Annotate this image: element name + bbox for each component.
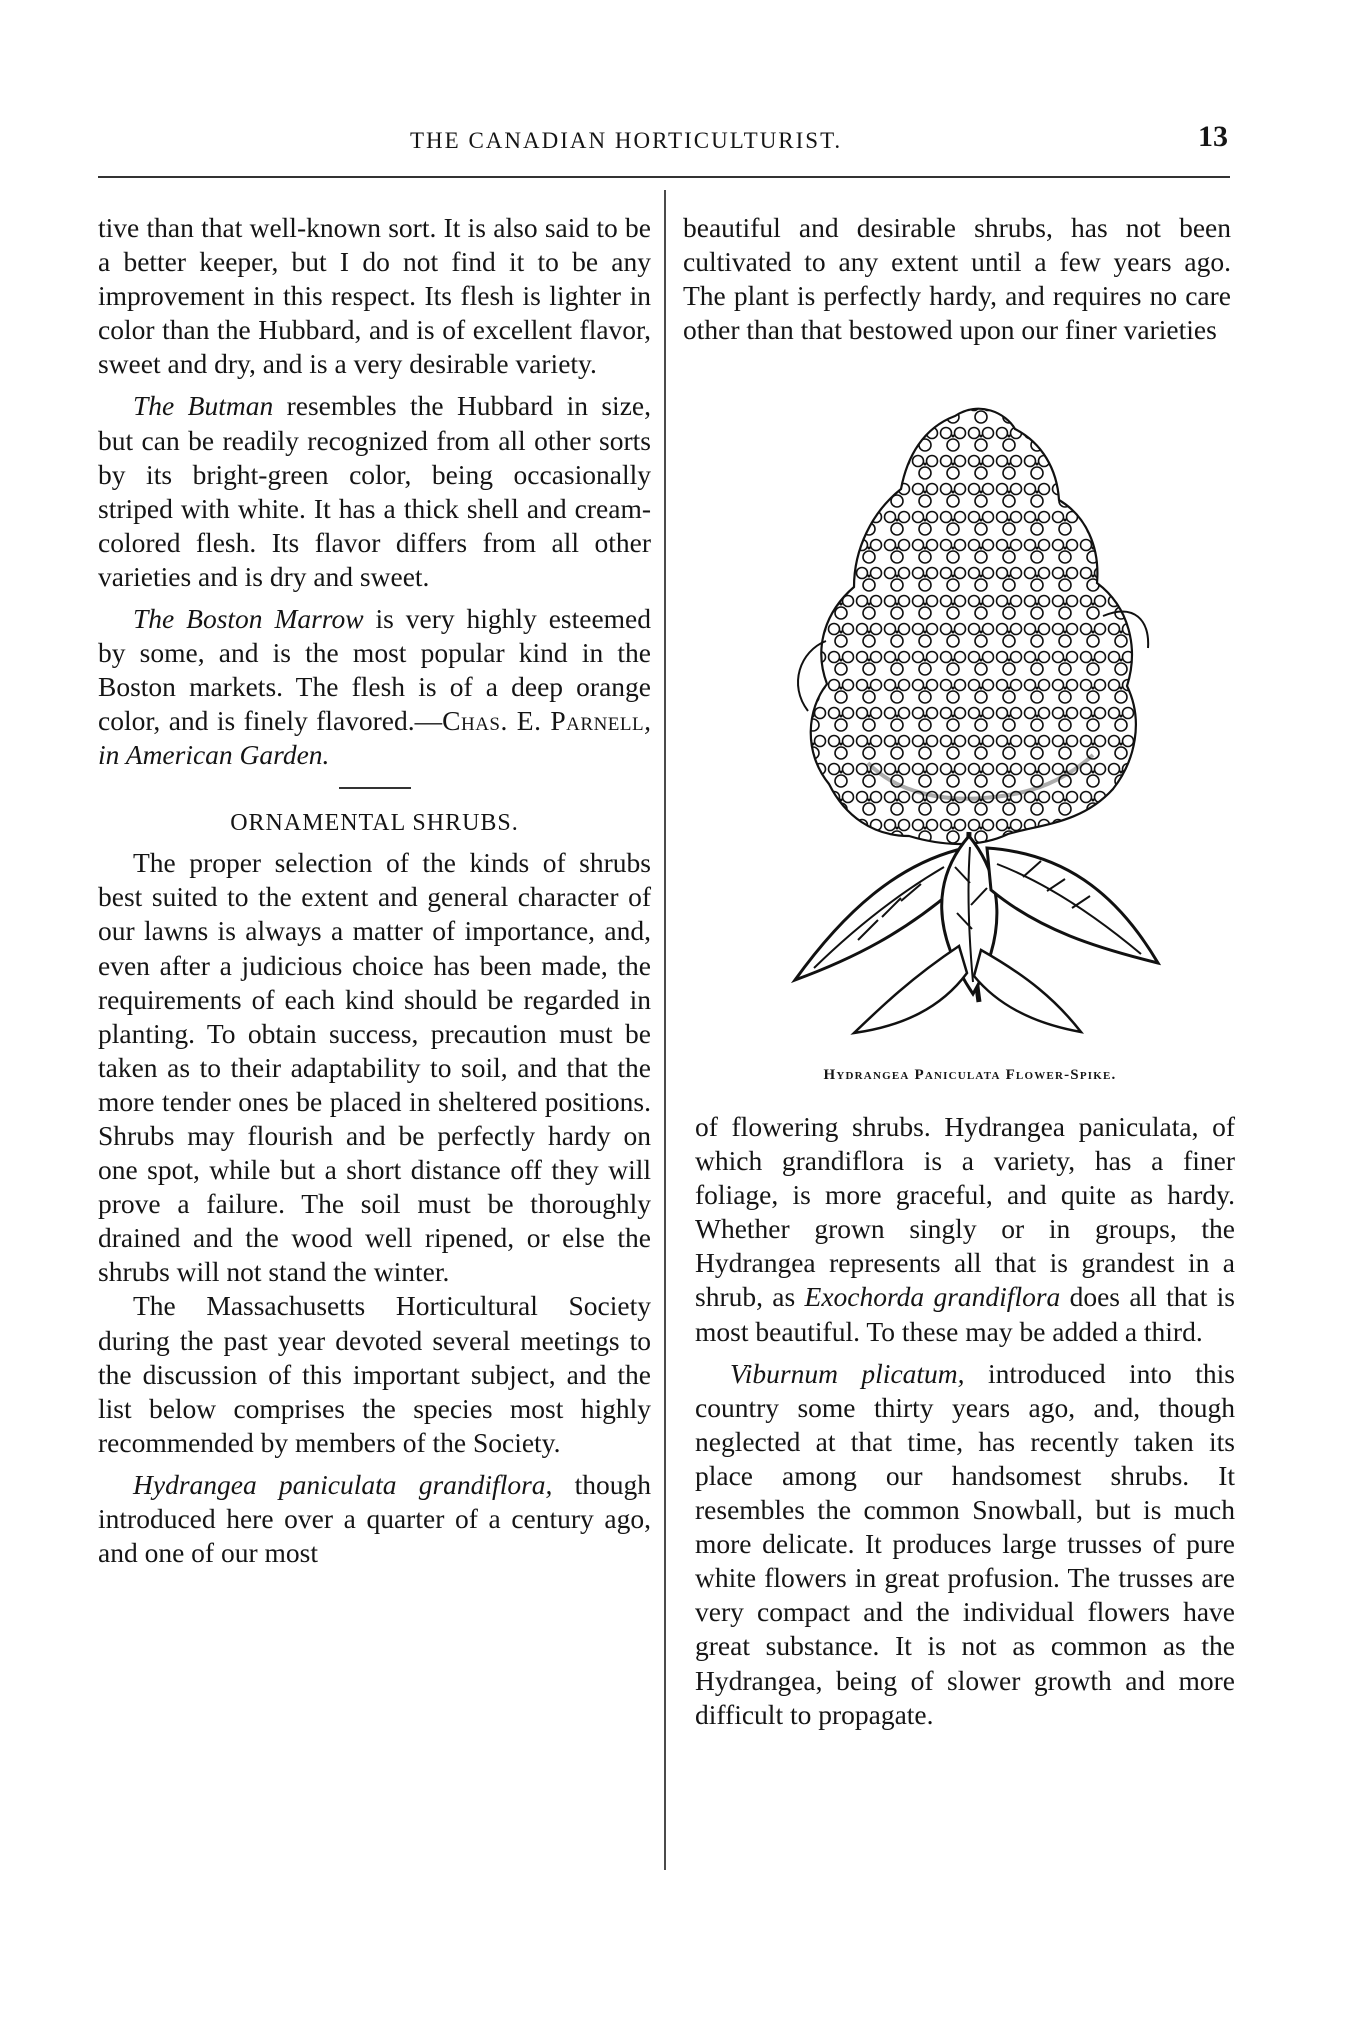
- viburnum-paragraph: [695, 1357, 1235, 1732]
- boston-marrow-text: is very highly esteemed by some, and is the most popular kind in the Boston markets. The flesh is of a deep orange color, and is finely flavored.—: [98, 603, 652, 737]
- running-title: THE CANADIAN HORTICULTURIST.: [410, 128, 843, 153]
- header-rule: [98, 176, 1230, 178]
- page-header: [98, 120, 1230, 164]
- butman-paragraph: [98, 389, 651, 594]
- massachusetts-society-paragraph: The Massachusetts Horticultural Society during the past year devoted several meetings to the discussion of this important subject, and the list below comprises the species most highly recommended by members of the Society.: [98, 1290, 651, 1458]
- section-divider: [339, 787, 411, 789]
- right-text-b: does all that is most beautiful. To these may be added a third.: [695, 1281, 1235, 1347]
- page-number: 13: [1198, 120, 1228, 153]
- left-paragraph-1: tive than that well-known sort. It is also said to be a better keeper, but I do not find it to be any improvement in this respect. Its flesh is lighter in color than the Hubbard, and is of excellent flavor, sweet and dry, and is a very desirable variety.: [98, 212, 651, 380]
- section-title: ORNAMENTAL SHRUBS.: [230, 809, 519, 836]
- hydrangea-illustration: [743, 398, 1197, 1083]
- hydrangea-engraving: [743, 398, 1197, 1038]
- left-leaf: [795, 850, 957, 980]
- viburnum-title: Viburnum plicatum,: [730, 1357, 965, 1389]
- author-signature: Chas. E. Parnell: [442, 705, 645, 737]
- flower-cluster: [811, 409, 1136, 844]
- paragraph-gap: [98, 594, 651, 602]
- boston-marrow-title: The Boston Marrow: [133, 603, 364, 635]
- paragraph-gap: [98, 1460, 651, 1468]
- right-column-top: [683, 211, 1231, 347]
- column-divider: [664, 190, 666, 1870]
- right-text-a: of flowering shrubs. Hydrangea paniculata, of which grandiflora is a variety, has a finer foliage, is more graceful, and quite as hardy. Whether grown singly or in groups, the Hydrangea represents all that is grandest in a shrub, as: [695, 1111, 1235, 1313]
- shrubs-selection-paragraph: The proper selection of the kinds of shrubs best suited to the extent and general character of our lawns is always a matter of importance, and, even after a judicious choice has been made, the requirements of each kind should be regarded in planting. To obtain success, precaution must be taken as to their adaptability to soil, and that the more tender ones be placed in sheltered positions. Shrubs may flourish and be perfectly hardy on one spot, while but a short distance off they will prove a failure. The soil must be thoroughly drained and the wood well ripened, or else the shrubs will not stand the winter.: [98, 847, 651, 1288]
- lower-leaf-right: [974, 950, 1081, 1032]
- leaf-group: [795, 832, 1158, 1033]
- butman-title: The Butman: [133, 390, 274, 422]
- boston-marrow-paragraph: [98, 602, 651, 772]
- paragraph-gap: [695, 1349, 1235, 1357]
- right-hydrangea-continuation: [695, 1110, 1235, 1349]
- figure-caption: Hydrangea Paniculata Flower-Spike.: [823, 1067, 1117, 1083]
- paragraph-gap: [98, 381, 651, 389]
- viburnum-text: introduced into this country some thirty years ago, and, though neglected at that time, has recently taken its place among our handsomest shrubs. It resembles the common Snowball, but is much more delicate. It produces large trusses of pure white flowers in great profusion. The trusses are very compact and the individual flowers have great substance. It is not as common as the Hydrangea, being of slower growth and more difficult to propagate.: [695, 1357, 1235, 1730]
- right-paragraph-1: beautiful and desirable shrubs, has not been cultivated to any extent until a few years ago. The plant is perfectly hardy, and requires no care other than that bestowed upon our finer varieties: [683, 212, 1231, 346]
- hydrangea-paragraph-start: [98, 1468, 651, 1570]
- right-column-bottom: [695, 1110, 1235, 1732]
- butman-text: resembles the Hubbard in size, but can be readily recognized from all other sorts by its bright-green color, being occasionally striped with white. It has a thick shell and cream-colored flesh. Its flavor differs from all other varieties and is dry and sweet.: [98, 390, 651, 592]
- left-column: [98, 211, 651, 1570]
- exochorda-name: Exochorda grandiflora: [804, 1281, 1061, 1313]
- hydrangea-text-start: though introduced here over a quarter of a century ago, and one of our most: [98, 1468, 651, 1569]
- hydrangea-title: Hydrangea paniculata grandiflora,: [133, 1468, 553, 1500]
- source-attribution: , in American Garden.: [98, 705, 651, 771]
- lower-leaf-left: [854, 946, 967, 1033]
